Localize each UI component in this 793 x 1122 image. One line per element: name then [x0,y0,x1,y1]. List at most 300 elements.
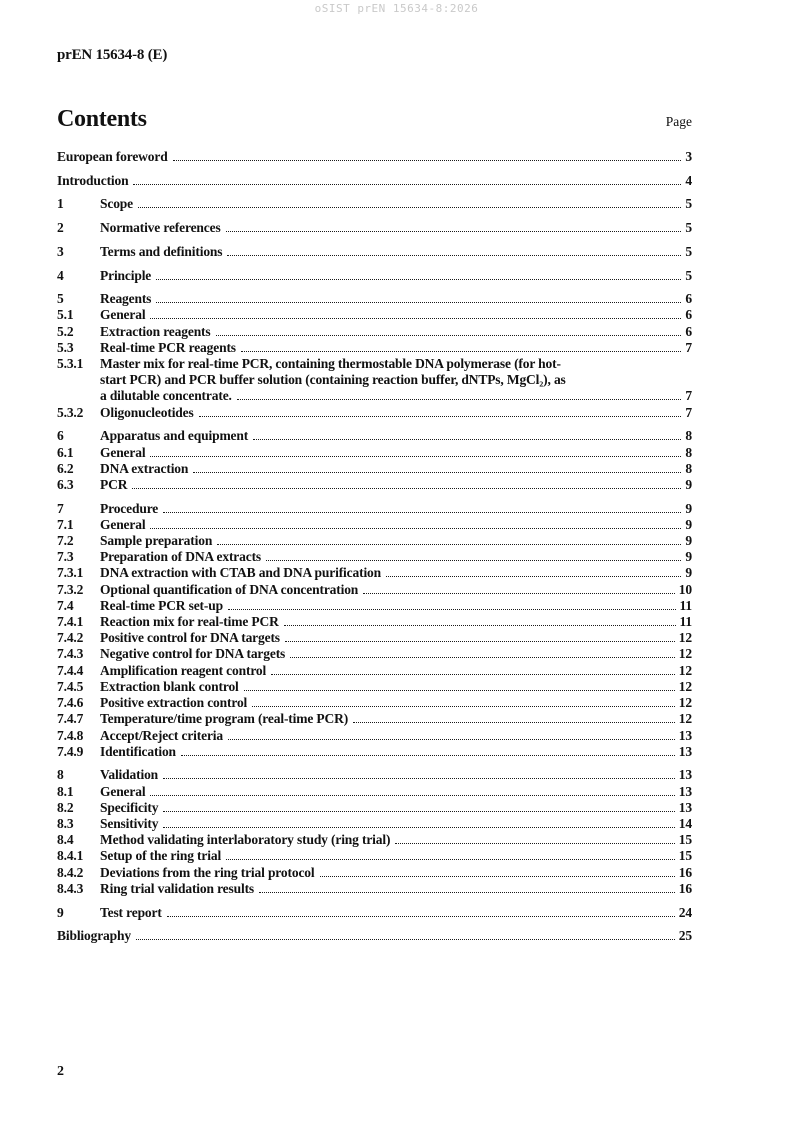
toc-entry-line [100,598,692,614]
toc-entry-title: Master mix for real-time PCR, containing thermostable DNA polymerase (for hot- [100,356,561,372]
toc-entry-title: Setup of the ring trial [100,848,222,864]
toc-entry-body [100,196,692,212]
toc-entry-body [100,220,692,236]
toc-entry-title: Validation [100,767,159,783]
toc-entry-line [57,928,692,944]
toc-entry [57,695,692,711]
toc-entry-line [100,800,692,816]
toc-entry-number: 7.3 [57,549,74,565]
toc-entry-body [57,928,692,944]
toc-entry-body [100,881,692,897]
toc-entry-title: Sensitivity [100,816,159,832]
dot-leader [217,544,681,545]
toc-entry-line [100,388,692,404]
toc-entry-page: 9 [685,476,692,492]
toc-entry-number: 8.4.3 [57,880,84,896]
toc-entry-body [100,679,692,695]
toc-entry [57,149,692,165]
toc-entry-line [100,307,692,323]
toc-entry-number: 7.3.2 [57,581,84,597]
toc-entry-title: Accept/Reject criteria [100,727,223,743]
toc-entry [57,711,692,727]
dot-leader [181,755,675,756]
toc-entry-line [100,646,692,662]
toc-entry-title: PCR [100,476,128,492]
toc-entry-line [100,405,692,421]
toc-entry-title: Introduction [57,172,129,188]
toc-entry-line [100,428,692,444]
toc-entry-body [100,695,692,711]
toc-entry-body [100,324,692,340]
toc-entry [57,679,692,695]
toc-entry-title: Normative references [100,220,221,236]
toc-entry-body [100,744,692,760]
toc-entry-line [100,848,692,864]
toc-entry-page: 5 [685,220,692,236]
toc-entry [57,905,692,921]
toc-entry-number: 8 [57,767,64,783]
toc-entry-title: Real-time PCR set-up [100,597,223,613]
toc-entry-page: 12 [678,662,692,678]
toc-entry-line [100,728,692,744]
toc-entry-number: 7 [57,500,64,516]
toc-entry-page: 5 [685,196,692,212]
footer-page-number: 2 [57,1064,64,1079]
toc-entry-line [100,220,692,236]
toc-entry-title: Sample preparation [100,533,213,549]
toc-entry-body [57,173,692,189]
toc-entry-page: 10 [678,581,692,597]
toc-entry-body [100,477,692,493]
toc-entry-number: 6 [57,428,64,444]
toc-entry-line [100,832,692,848]
toc-entry-line [100,461,692,477]
dot-leader [163,827,674,828]
toc-entry-body [100,549,692,565]
toc-entry-number: 7.4.6 [57,695,84,711]
toc-entry-page: 5 [685,267,692,283]
toc-entry-page: 13 [678,743,692,759]
toc-entry [57,220,692,236]
toc-entry [57,630,692,646]
dot-leader [133,184,681,185]
toc-entry-line [100,614,692,630]
toc-entry-page: 9 [685,500,692,516]
toc-entry-title: DNA extraction with CTAB and DNA purification [100,565,382,581]
toc-entry [57,244,692,260]
toc-entry-title: Scope [100,196,134,212]
toc-entry-body [100,356,692,405]
toc-entry-page: 13 [678,767,692,783]
dot-leader [228,609,676,610]
toc-entry-body [100,307,692,323]
toc-entry [57,614,692,630]
dot-leader [163,811,674,812]
toc-entry-body [100,728,692,744]
toc-entry-page: 15 [678,848,692,864]
toc-entry-body [100,582,692,598]
dot-leader [132,488,681,489]
toc-entry-number: 8.1 [57,783,74,799]
toc-entry-body [100,244,692,260]
toc-entry-page: 12 [678,695,692,711]
toc-entry-body [100,565,692,581]
toc-entry-title: Positive control for DNA targets [100,630,280,646]
toc-entry-page: 9 [685,533,692,549]
dot-leader [284,625,676,626]
toc-entry-title: Terms and definitions [100,243,223,259]
toc-entry-number: 3 [57,243,64,259]
toc-entry-title: Ring trial validation results [100,880,255,896]
toc-entry [57,268,692,284]
toc-entry-body [100,405,692,421]
toc-entry-body [100,663,692,679]
toc-entry-title: start PCR) and PCR buffer solution (containing reaction buffer, dNTPs, MgCl₂), as [100,372,566,388]
toc-entry-line [100,356,692,372]
toc-entry-body [100,517,692,533]
dot-leader [163,778,675,779]
toc-entry-line [100,340,692,356]
toc-entry-number: 7.4.8 [57,727,84,743]
toc-entry-page: 13 [678,783,692,799]
dot-leader [156,302,681,303]
toc-entry-body [100,767,692,783]
dot-leader [320,876,675,877]
toc-entry-page: 9 [685,549,692,565]
toc-entry-page: 9 [685,516,692,532]
toc-entry-number: 8.4.1 [57,848,84,864]
toc-entry-number: 8.2 [57,799,74,815]
toc-entry-body [100,268,692,284]
dot-leader [150,795,674,796]
dot-leader [244,690,675,691]
toc-entry-line [100,517,692,533]
toc-entry-page: 12 [678,630,692,646]
toc-entry-page: 12 [678,711,692,727]
dot-leader [285,641,675,642]
toc-entry-line [100,445,692,461]
toc-entry [57,549,692,565]
toc-entry-title: Positive extraction control [100,695,248,711]
toc-entry-page: 7 [685,404,692,420]
toc-entry [57,744,692,760]
toc-entry-page: 16 [678,880,692,896]
toc-entry-page: 3 [685,149,692,164]
dot-leader [216,335,682,336]
toc-entry [57,582,692,598]
toc-entry-line [100,533,692,549]
toc-entry-number: 7.2 [57,533,74,549]
toc-entry-number: 8.4.2 [57,864,84,880]
toc-entry-title: Principle [100,267,152,283]
toc-entry-line [100,881,692,897]
toc-entry-title: Test report [100,904,162,920]
dot-leader [227,255,681,256]
toc-entry-line [57,173,692,189]
toc-entry-body [100,711,692,727]
toc-entry-title: General [100,444,146,460]
toc-entry-body [100,630,692,646]
toc-entry-title: Method validating interlaboratory study (ring trial) [100,832,391,848]
toc-entry-line [100,744,692,760]
toc-list [57,149,692,944]
toc-entry [57,881,692,897]
toc-entry-number: 7.4.5 [57,678,84,694]
toc-entry-number: 2 [57,220,64,236]
toc-entry-line [100,663,692,679]
toc-entry-number: 4 [57,267,64,283]
dot-leader [138,207,681,208]
toc-entry [57,565,692,581]
toc-entry-body [57,149,692,165]
toc-entry-number: 5.2 [57,323,74,339]
toc-entry-line [100,244,692,260]
toc-entry [57,445,692,461]
page-column-label: Page [665,114,692,129]
toc-entry-title: a dilutable concentrate. [100,388,232,404]
toc-entry-page: 6 [685,291,692,307]
toc-entry-page: 4 [685,172,692,188]
dot-leader [228,739,675,740]
dot-leader [193,472,681,473]
contents-title: Contents [57,106,147,132]
dot-leader [386,576,681,577]
toc-entry-title: Extraction reagents [100,323,211,339]
toc-entry-line [100,565,692,581]
dot-leader [156,279,681,280]
toc-entry [57,865,692,881]
toc-entry-line [100,477,692,493]
toc-entry-title: Extraction blank control [100,678,239,694]
toc-entry [57,767,692,783]
dot-leader [226,859,675,860]
toc-entry-number: 7.4.1 [57,614,84,630]
dot-leader [253,439,681,440]
toc-entry-body [100,428,692,444]
dot-leader [167,916,675,917]
toc-entry-line [100,549,692,565]
toc-entry-page: 12 [678,646,692,662]
toc-entry-body [100,800,692,816]
dot-leader [353,722,675,723]
toc-entry-title: Real-time PCR reagents [100,339,236,355]
dot-leader [259,892,675,893]
toc-entry-title: Deviations from the ring trial protocol [100,864,315,880]
toc-entry-line [100,324,692,340]
toc-entry-line [100,196,692,212]
toc-entry-page: 12 [678,678,692,694]
toc-entry-page: 13 [678,727,692,743]
toc-entry [57,501,692,517]
toc-entry-page: 6 [685,307,692,323]
toc-entry-body [100,832,692,848]
toc-entry [57,461,692,477]
toc-entry-page: 13 [678,799,692,815]
toc-entry-number: 6.3 [57,476,74,492]
toc-entry-page: 24 [678,904,692,920]
toc-entry [57,533,692,549]
toc-entry-number: 1 [57,196,64,212]
toc-entry-line [100,268,692,284]
dot-leader [173,160,682,161]
toc-entry-title: Apparatus and equipment [100,428,249,444]
toc-entry [57,728,692,744]
toc-entry-number: 5 [57,291,64,307]
dot-leader [266,560,681,561]
toc-entry-line [100,372,692,388]
contents-section [57,106,692,944]
toc-entry-number: 6.2 [57,460,74,476]
toc-entry-page: 9 [685,565,692,581]
toc-entry-line [100,291,692,307]
toc-entry-title: Reagents [100,291,152,307]
toc-entry-page: 8 [685,428,692,444]
toc-entry-line [100,865,692,881]
toc-entry-body [100,905,692,921]
toc-entry [57,663,692,679]
toc-entry-number: 5.1 [57,307,74,323]
toc-entry-title: Identification [100,743,176,759]
toc-entry-title: Procedure [100,500,159,516]
toc-entry [57,832,692,848]
toc-entry-page: 11 [679,597,692,613]
dot-leader [199,416,682,417]
watermark-text: oSIST prEN 15634-8:2026 [314,2,479,15]
toc-entry-line [100,501,692,517]
toc-entry-body [100,614,692,630]
toc-entry-page: 25 [678,928,692,944]
toc-entry-body [100,291,692,307]
dot-leader [290,657,675,658]
toc-entry-page: 8 [685,460,692,476]
dot-leader [252,706,675,707]
toc-entry-number: 7.4.9 [57,743,84,759]
toc-entry-number: 7.4.7 [57,711,84,727]
toc-entry-number: 7.4.4 [57,662,84,678]
dot-leader [150,456,681,457]
toc-entry-line [100,711,692,727]
toc-entry-title: Oligonucleotides [100,404,194,420]
toc-entry-title: DNA extraction [100,460,189,476]
toc-entry [57,646,692,662]
toc-entry-page: 7 [685,388,692,404]
toc-entry-page: 14 [678,816,692,832]
toc-entry-number: 8.4 [57,832,74,848]
toc-entry [57,477,692,493]
toc-entry-body [100,848,692,864]
toc-entry [57,173,692,189]
toc-entry-title: Amplification reagent control [100,662,267,678]
toc-entry [57,340,692,356]
toc-entry-number: 5.3.1 [57,356,84,372]
toc-entry-number: 5.3 [57,339,74,355]
dot-leader [241,351,681,352]
toc-entry-number: 7.4 [57,597,74,613]
toc-entry [57,405,692,421]
toc-entry-title: General [100,307,146,323]
toc-entry-page: 7 [685,339,692,355]
toc-entry-line [57,149,692,165]
toc-entry-body [100,461,692,477]
contents-header [57,106,692,133]
toc-entry-body [100,445,692,461]
dot-leader [226,231,682,232]
toc-entry-body [100,598,692,614]
toc-entry-page: 11 [679,614,692,630]
toc-entry-number: 5.3.2 [57,404,84,420]
toc-entry-page: 15 [678,832,692,848]
toc-entry-title: Bibliography [57,928,131,944]
toc-entry-title: General [100,516,146,532]
toc-entry-page: 5 [685,243,692,259]
toc-entry-number: 7.4.3 [57,646,84,662]
dot-leader [150,318,681,319]
toc-entry [57,517,692,533]
toc-entry-body [100,533,692,549]
toc-entry-number: 7.3.1 [57,565,84,581]
toc-entry [57,291,692,307]
dot-leader [363,593,675,594]
dot-leader [163,512,681,513]
toc-entry-number: 9 [57,904,64,920]
toc-entry-number: 6.1 [57,444,74,460]
toc-entry [57,428,692,444]
toc-entry [57,800,692,816]
toc-entry-page: 16 [678,864,692,880]
toc-entry-title: Specificity [100,799,159,815]
dot-leader [150,528,681,529]
toc-entry [57,324,692,340]
toc-entry [57,598,692,614]
toc-entry-body [100,784,692,800]
toc-entry-title: Temperature/time program (real-time PCR) [100,711,349,727]
dot-leader [271,674,675,675]
toc-entry-line [100,679,692,695]
toc-entry-body [100,646,692,662]
dot-leader [237,399,682,400]
toc-entry-title: General [100,783,146,799]
toc-entry [57,356,692,405]
toc-entry-page: 6 [685,323,692,339]
toc-entry-title: Negative control for DNA targets [100,646,286,662]
toc-entry-title: Optional quantification of DNA concentration [100,581,359,597]
toc-entry-line [100,816,692,832]
toc-entry [57,928,692,944]
toc-entry-line [100,582,692,598]
toc-entry [57,307,692,323]
toc-entry-body [100,865,692,881]
toc-entry-title: European foreword [57,149,168,164]
toc-entry-title: Preparation of DNA extracts [100,549,262,565]
toc-entry [57,196,692,212]
toc-entry-title: Reaction mix for real-time PCR [100,614,279,630]
toc-entry-body [100,501,692,517]
toc-entry-body [100,816,692,832]
toc-entry-body [100,340,692,356]
toc-entry [57,784,692,800]
toc-entry-number: 7.4.2 [57,630,84,646]
toc-entry-line [100,695,692,711]
toc-entry [57,816,692,832]
toc-entry [57,848,692,864]
toc-entry-number: 8.3 [57,816,74,832]
document-reference: prEN 15634-8 (E) [57,47,168,63]
dot-leader [136,939,675,940]
toc-entry-line [100,784,692,800]
toc-entry-number: 7.1 [57,516,74,532]
toc-entry-line [100,905,692,921]
toc-entry-page: 8 [685,444,692,460]
